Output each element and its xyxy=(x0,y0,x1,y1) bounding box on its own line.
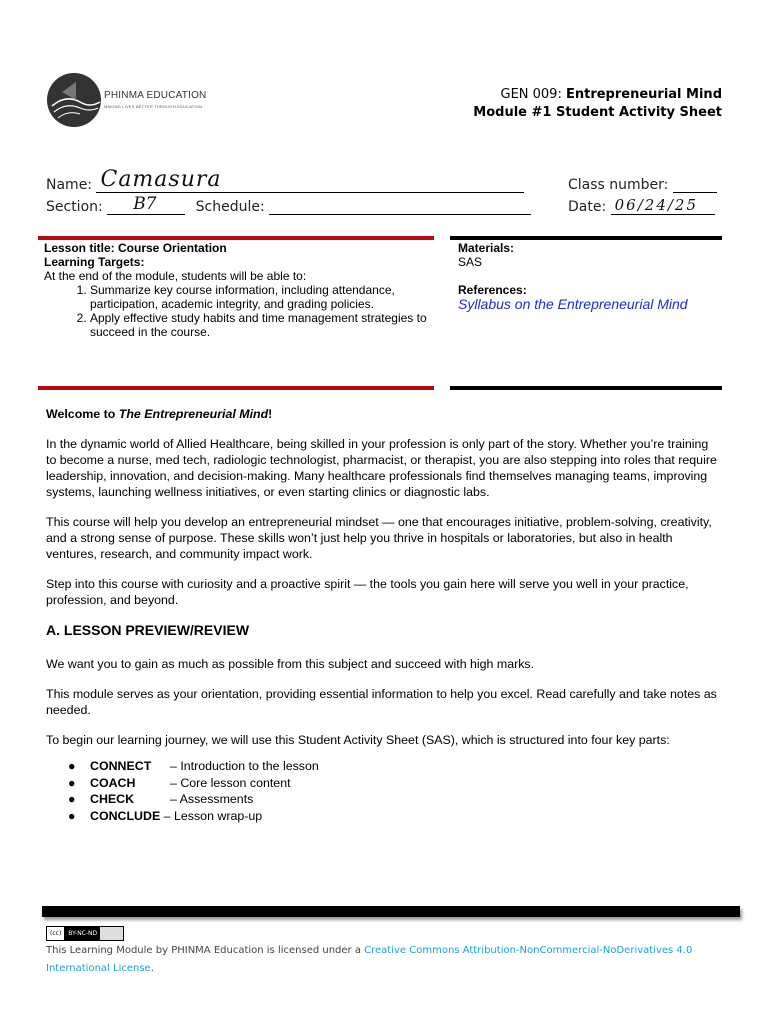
cc-license-badge[interactable] xyxy=(46,926,124,941)
phinma-logo-icon xyxy=(46,72,102,128)
module-body xyxy=(46,406,722,824)
section-value: B7 xyxy=(133,194,157,214)
part-key: CHECK xyxy=(90,792,135,806)
schedule-label: Schedule: xyxy=(195,199,265,215)
name-line xyxy=(96,167,524,193)
list-item xyxy=(46,808,722,825)
section-line xyxy=(107,194,185,215)
name-value: Camasura xyxy=(100,167,222,192)
list-item xyxy=(46,758,722,775)
class-number-field xyxy=(568,176,717,193)
list-item xyxy=(46,791,722,808)
part-desc: – Core lesson content xyxy=(170,775,291,790)
learning-target: 1. Summarize key course information, including attendance, participation, academic integrity, and grading policies. xyxy=(90,283,436,311)
welcome-paragraph: Step into this course with curiosity and a proactive spirit — the tools you gain here will serve you well in your practice, profession, and beyond. xyxy=(46,577,689,607)
list-item xyxy=(46,775,722,792)
part-desc: – Assessments xyxy=(170,792,254,806)
date-label: Date: xyxy=(568,199,607,215)
materials-top-bar xyxy=(450,236,722,240)
learning-targets-intro: At the end of the module, students will be able to: xyxy=(44,269,307,283)
lesson-top-bar xyxy=(38,236,434,240)
bullet-icon: ● xyxy=(68,792,76,806)
bullet-icon: ● xyxy=(68,775,76,790)
footer-bar xyxy=(42,906,740,917)
part-desc: – Introduction to the lesson xyxy=(170,759,319,773)
part-desc: – Lesson wrap-up xyxy=(163,808,263,823)
lesson-bottom-bar xyxy=(38,386,434,390)
learning-target: 2. Apply effective study habits and time management strategies to succeed in the course. xyxy=(90,311,436,339)
date-value: 06/24/25 xyxy=(614,196,699,214)
document-header xyxy=(473,86,722,122)
reference-link[interactable]: Syllabus on the Entrepreneurial Mind xyxy=(458,296,688,312)
learning-targets-heading: Learning Targets: xyxy=(44,255,145,269)
welcome-heading xyxy=(46,406,722,422)
lesson-info xyxy=(44,241,436,339)
class-number-line xyxy=(673,176,717,193)
welcome-prefix: Welcome to xyxy=(46,407,119,421)
cc-badge-left: (cc) xyxy=(47,927,65,940)
welcome-paragraph: This course will help you develop an entrepreneurial mindset — one that encourages initiative, problem-solving, creativity, and a strong sense of purpose. These skills won’t just help you thrive in hospitals or laboratories, but also in health ventures, research, and community impact work. xyxy=(46,515,712,561)
date-field xyxy=(568,198,715,215)
materials-value: SAS xyxy=(458,255,483,269)
part-key: CONCLUDE xyxy=(90,808,161,823)
course-code: GEN 009: xyxy=(500,87,566,102)
license-link[interactable]: Creative Commons Attribution-NonCommercial-NoDerivatives 4.0 International License xyxy=(46,945,693,974)
name-field xyxy=(46,167,524,193)
bullet-icon: ● xyxy=(68,759,76,773)
references-heading: References: xyxy=(458,283,527,297)
lesson-title: Lesson title: Course Orientation xyxy=(44,241,227,255)
sheet-title: Module #1 Student Activity Sheet xyxy=(473,105,722,120)
cc-badge-right: BY-NC-ND xyxy=(65,927,100,940)
part-key: CONNECT xyxy=(90,759,152,773)
course-title: Entrepreneurial Mind xyxy=(565,87,722,102)
materials-bottom-bar xyxy=(450,386,722,390)
welcome-paragraph: In the dynamic world of Allied Healthcare, being skilled in your profession is only part of the story. Whether you’re training to become a nurse, med tech, radiologic technologist, pharmacist, or therapist, you are also stepping into roles that require leadership, innovation, and decision-making. Many healthcare professionals find themselves managing teams, improving systems, launching wellness initiatives, or even starting clinics or diagnostic labs. xyxy=(46,437,717,499)
license-suffix: . xyxy=(150,963,154,974)
class-number-label: Class number: xyxy=(568,177,669,193)
schedule-line xyxy=(269,198,531,215)
learning-targets-list xyxy=(44,283,436,339)
date-line xyxy=(611,198,715,215)
name-label: Name: xyxy=(46,177,93,193)
license-prefix: This Learning Module by PHINMA Education is licensed under a xyxy=(46,945,365,956)
section-label: Section: xyxy=(46,199,103,215)
logo-tagline: MAKING LIVES BETTER THROUGH EDUCATION xyxy=(104,104,203,109)
logo-name: PHINMA EDUCATION xyxy=(104,90,207,101)
section-a-paragraph: To begin our learning journey, we will use this Student Activity Sheet (SAS), which is structured into four key parts: xyxy=(46,733,670,747)
bullet-icon: ● xyxy=(68,808,76,823)
license-text xyxy=(46,942,722,978)
materials-heading: Materials: xyxy=(458,241,515,255)
section-a-paragraph: This module serves as your orientation, providing essential information to help you excel. Read carefully and take notes as needed. xyxy=(46,687,717,717)
section-a-title: A. LESSON PREVIEW/REVIEW xyxy=(46,622,250,638)
welcome-course-name: The Entrepreneurial Mind xyxy=(118,407,269,421)
sas-parts-list xyxy=(46,758,722,824)
part-key: COACH xyxy=(90,775,136,790)
section-field xyxy=(46,194,531,215)
materials-info xyxy=(458,241,718,311)
section-a-paragraph: We want you to gain as much as possible from this subject and succeed with high marks. xyxy=(46,657,535,671)
welcome-suffix: ! xyxy=(268,407,273,421)
